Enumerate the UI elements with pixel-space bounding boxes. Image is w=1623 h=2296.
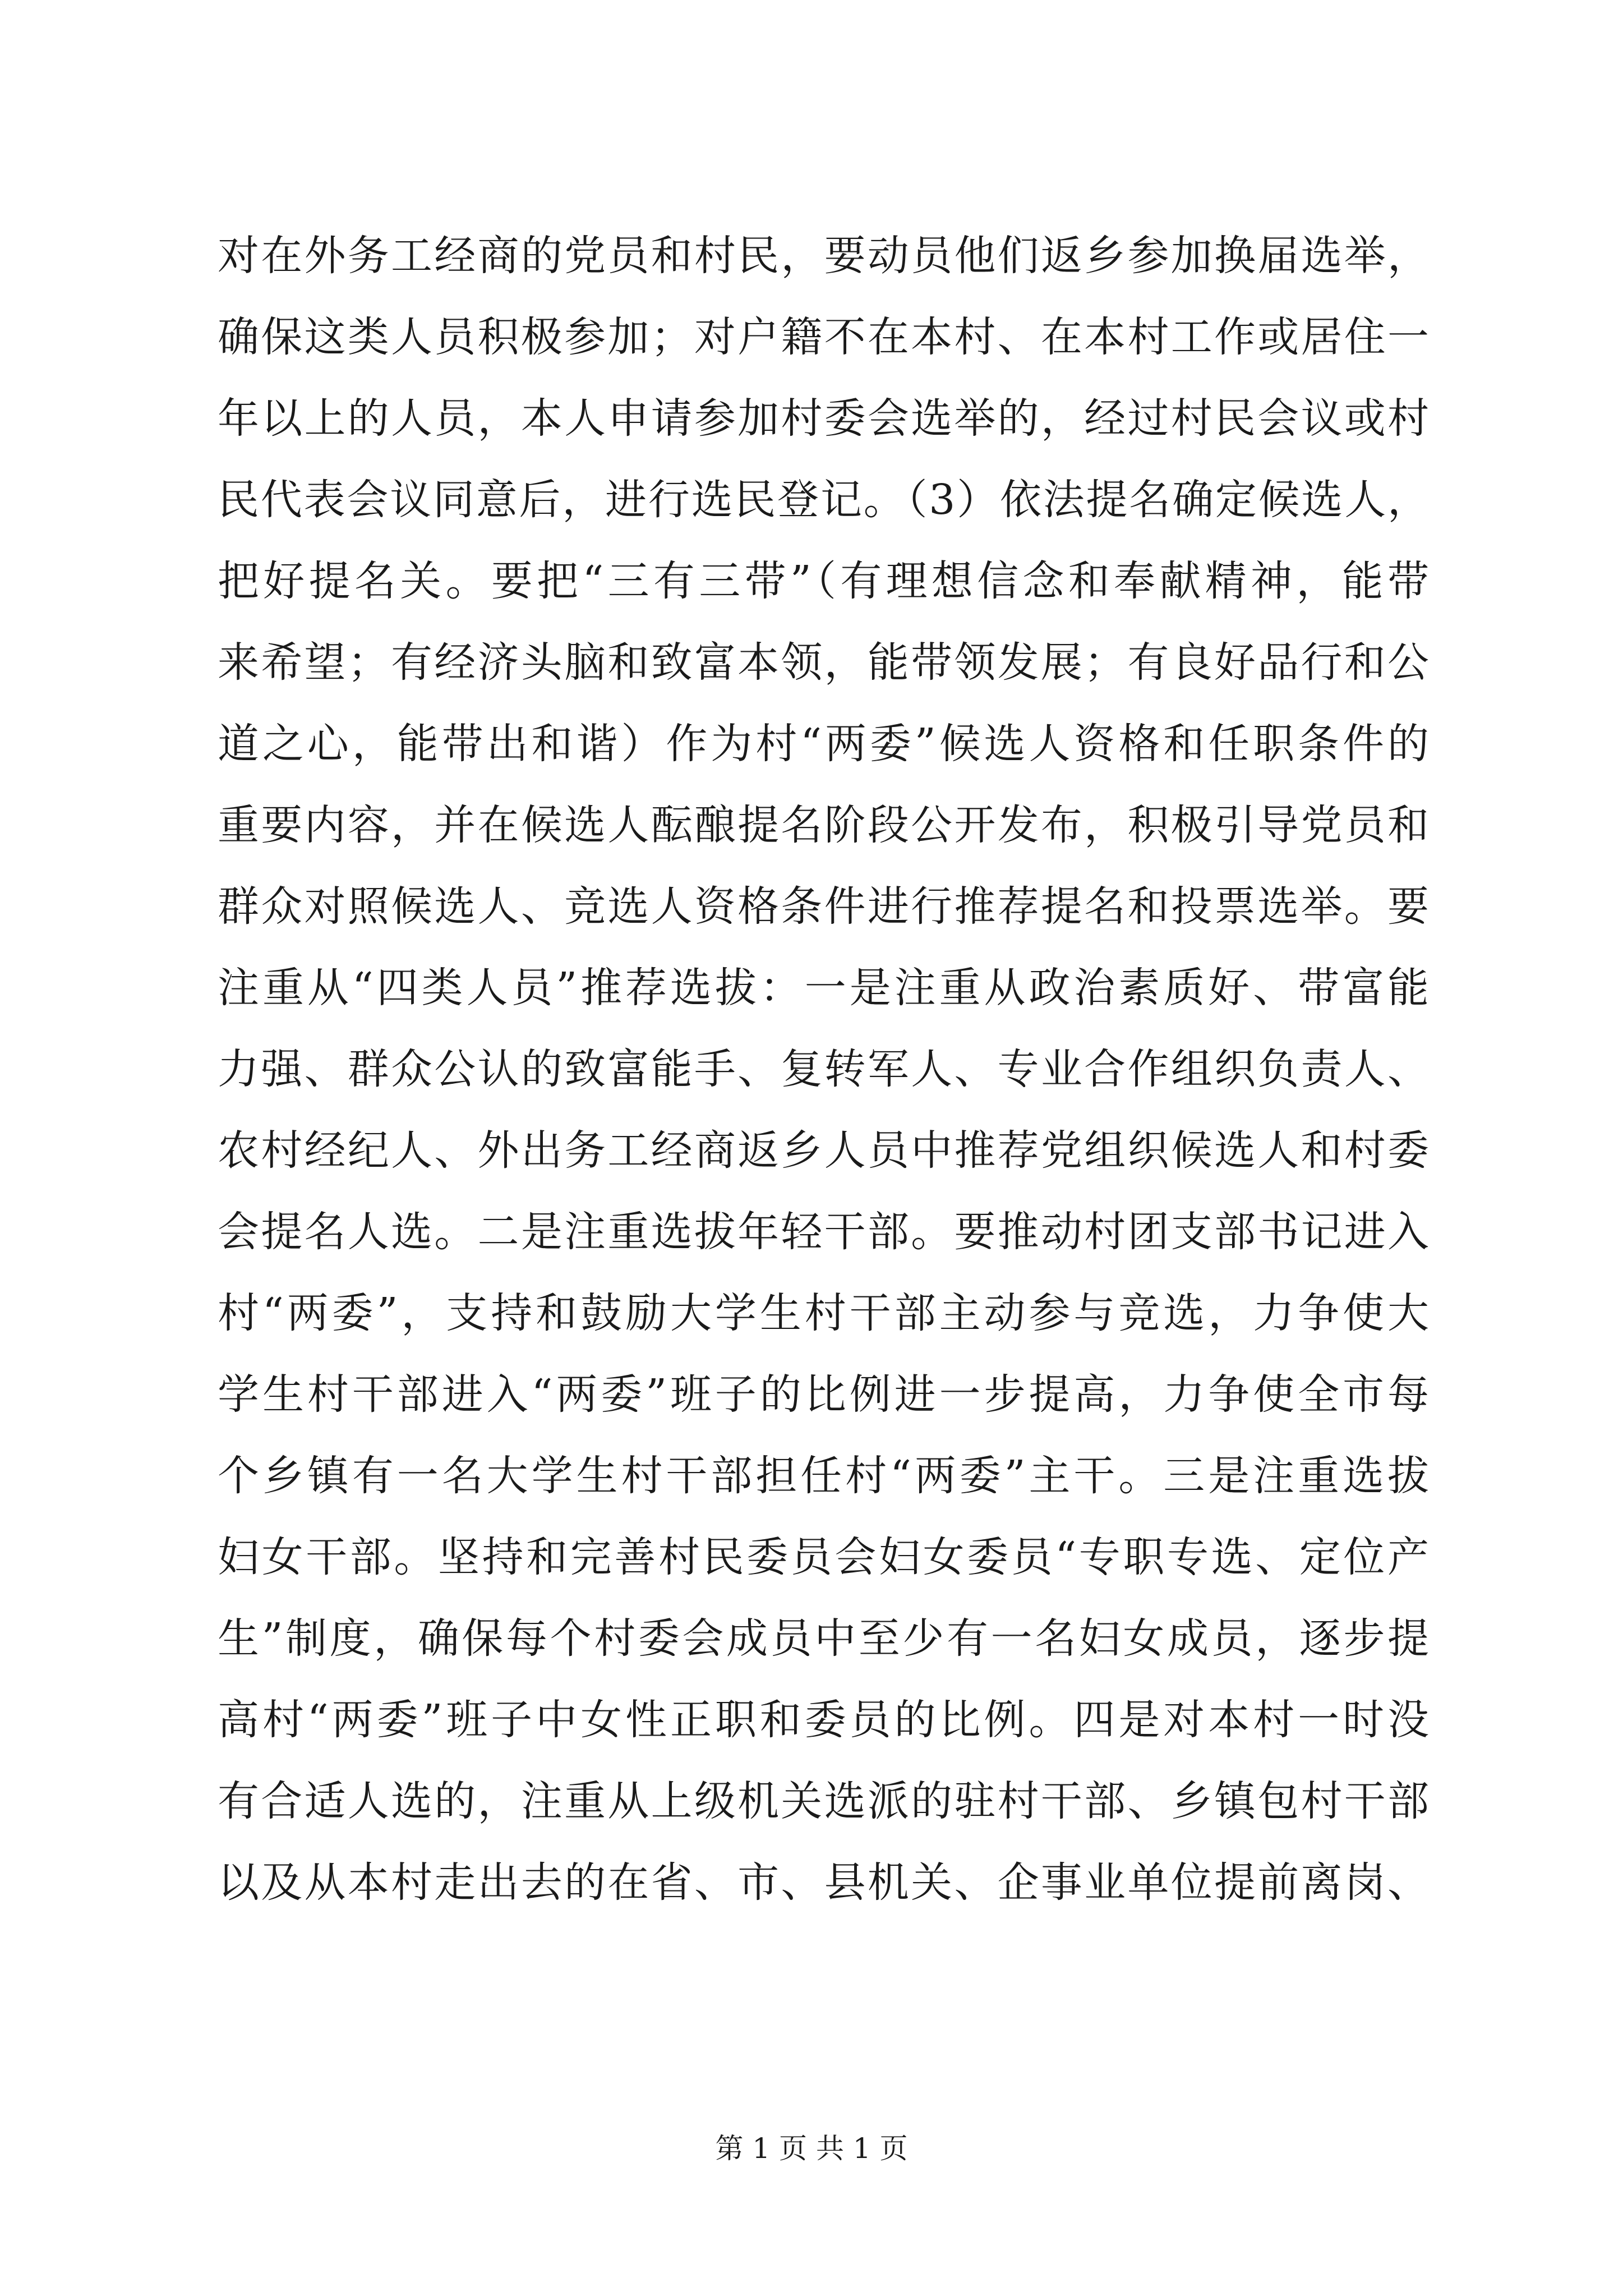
text-line: 注重从“四类人员”推荐选拔：一是注重从政治素质好、带富能	[218, 964, 1429, 1012]
text-line: 村“两委”，支持和鼓励大学生村干部主动参与竞选，力争使大	[218, 1289, 1429, 1337]
body-text	[218, 215, 1429, 1924]
text-line: 妇女干部。坚持和完善村民委员会妇女委员“专职专选、定位产	[218, 1533, 1429, 1581]
text-line: 以及从本村走出去的在省、市、县机关、企事业单位提前离岗、	[218, 1858, 1429, 1907]
text-line: 有合适人选的，注重从上级机关选派的驻村干部、乡镇包村干部	[218, 1777, 1429, 1825]
text-line: 力强、群众公认的致富能手、复转军人、专业合作组织负责人、	[218, 1045, 1429, 1093]
text-line: 会提名人选。二是注重选拔年轻干部。要推动村团支部书记进入	[218, 1208, 1429, 1256]
text-line: 道之心，能带出和谐）作为村“两委”候选人资格和任职条件的	[218, 720, 1429, 768]
text-line: 来希望；有经济头脑和致富本领，能带领发展；有良好品行和公	[218, 638, 1429, 687]
text-line: 重要内容，并在候选人酝酿提名阶段公开发布，积极引导党员和	[218, 801, 1429, 849]
text-line: 确保这类人员积极参加；对户籍不在本村、在本村工作或居住一	[218, 313, 1429, 361]
text-line: 对在外务工经商的党员和村民，要动员他们返乡参加换届选举，	[218, 232, 1429, 280]
text-line: 农村经纪人、外出务工经商返乡人员中推荐党组织候选人和村委	[218, 1126, 1429, 1175]
text-line: 群众对照候选人、竞选人资格条件进行推荐提名和投票选举。要	[218, 882, 1429, 931]
text-line: 民代表会议同意后，进行选民登记。（3）依法提名确定候选人，	[218, 476, 1429, 524]
text-line: 高村“两委”班子中女性正职和委员的比例。四是对本村一时没	[218, 1696, 1429, 1744]
text-line: 生”制度，确保每个村委会成员中至少有一名妇女成员，逐步提	[218, 1614, 1429, 1663]
text-line: 年以上的人员，本人申请参加村委会选举的，经过村民会议或村	[218, 394, 1429, 443]
text-line: 个乡镇有一名大学生村干部担任村“两委”主干。三是注重选拔	[218, 1452, 1429, 1500]
page-footer: 第 1 页 共 1 页	[715, 2132, 908, 2165]
text-line: 学生村干部进入“两委”班子的比例进一步提高，力争使全市每	[218, 1370, 1429, 1419]
text-line: 把好提名关。要把“三有三带”（有理想信念和奉献精神，能带	[218, 557, 1429, 605]
